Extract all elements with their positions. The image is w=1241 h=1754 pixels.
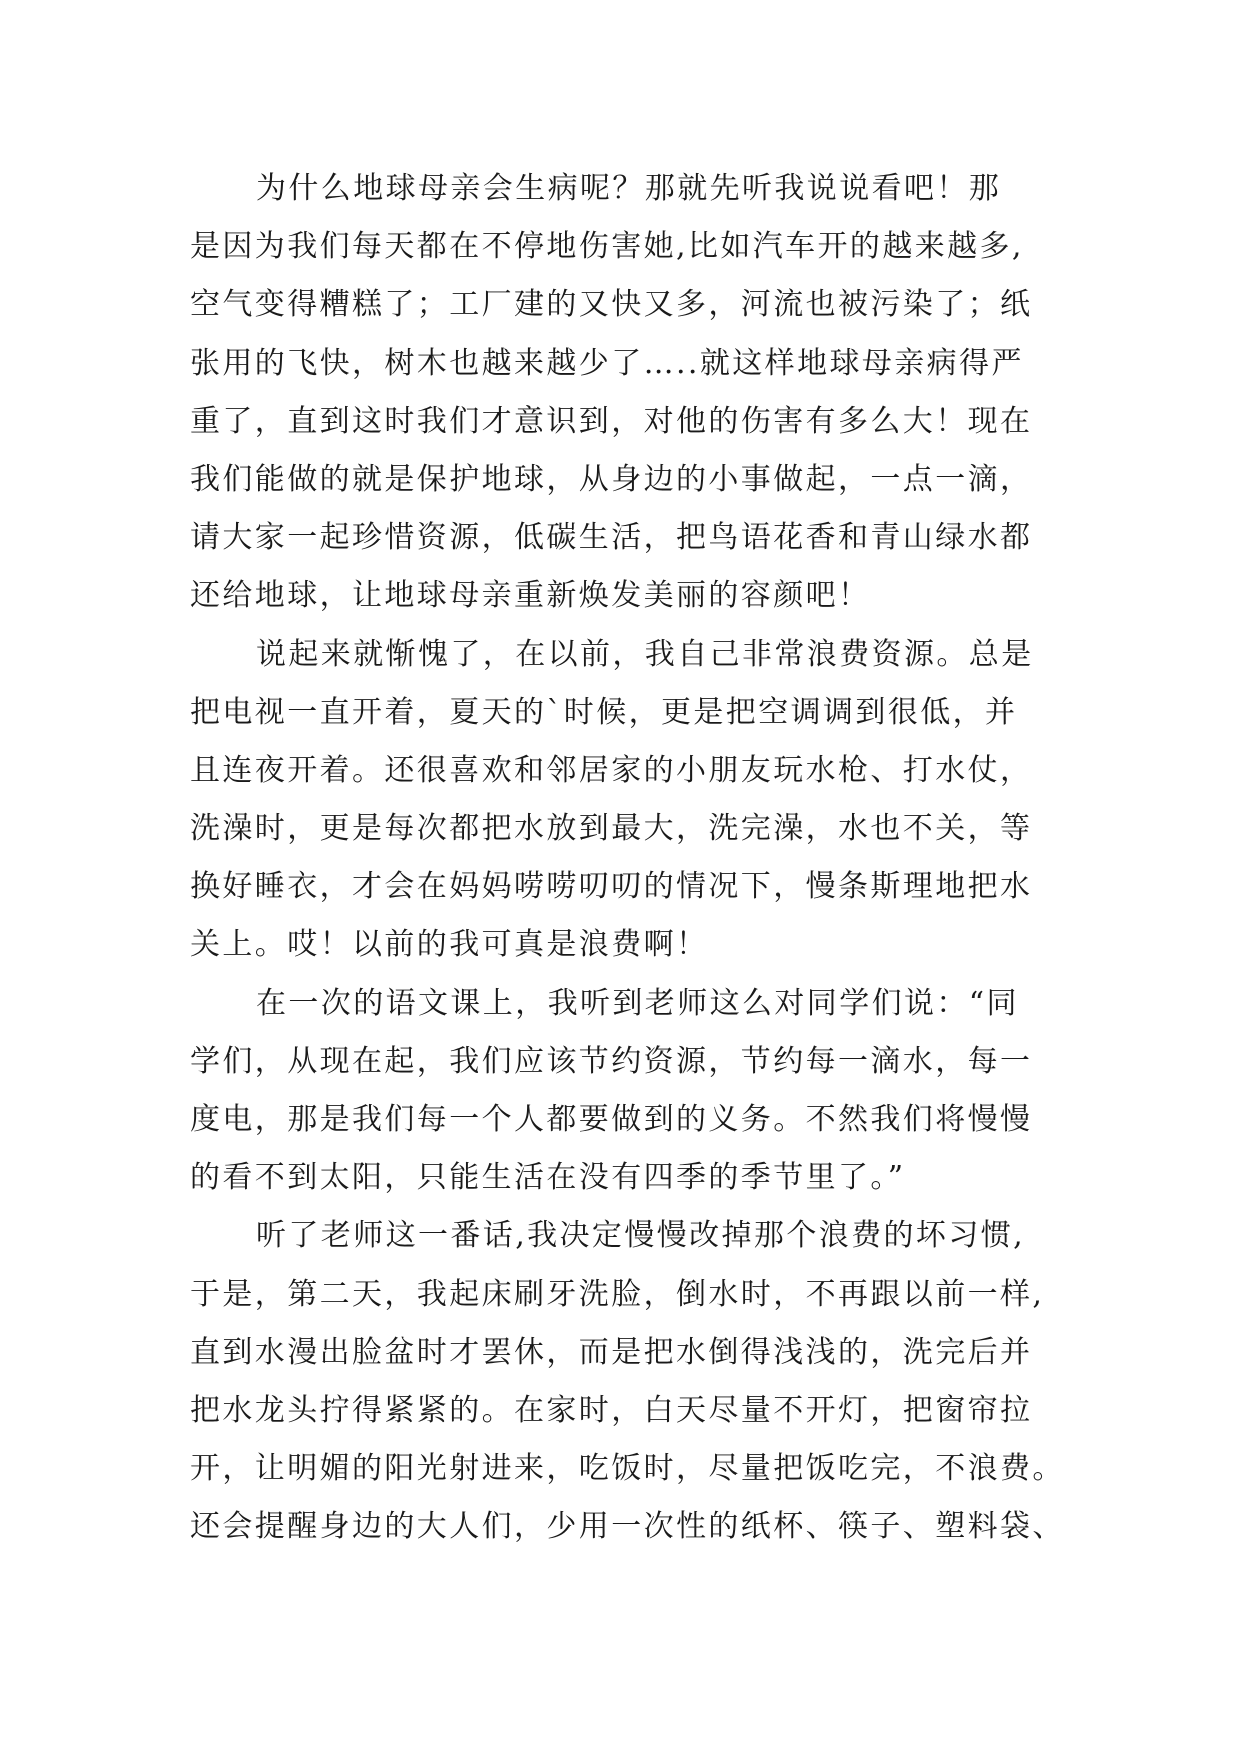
paragraph	[190, 975, 1090, 1208]
text-line: 学们，从现在起，我们应该节约资源，节约每一滴水，每一	[190, 1043, 1033, 1079]
text-line: 请大家一起珍惜资源，低碳生活，把鸟语花香和青山绿水都	[190, 520, 1033, 556]
text-line: 把电视一直开着，夏天的`时候，更是把空调调到很低，并	[190, 694, 1018, 730]
paragraph	[190, 1207, 1090, 1556]
text-line: 度电，那是我们每一个人都要做到的义务。不然我们将慢慢	[190, 1102, 1033, 1137]
text-line: 于是，第二天，我起床刷牙洗脸，倒水时，不再跟以前一样,	[190, 1276, 1045, 1312]
text-line: 还会提醒身边的大人们，少用一次性的纸杯、筷子、塑料袋、	[190, 1509, 1065, 1545]
text-line: 的看不到太阳，只能生活在没有四季的季节里了。”	[190, 1160, 906, 1196]
text-line: 在一次的语文课上，我听到老师这么对同学们说：“同	[256, 985, 1019, 1021]
text-line: 听了老师这一番话,我决定慢慢改掉那个浪费的坏习惯,	[256, 1218, 1026, 1254]
text-line: 直到水漫出脸盆时才罢休，而是把水倒得浅浅的，洗完后并	[190, 1334, 1033, 1370]
text-line: 开，让明媚的阳光射进来，吃饭时，尽量把饭吃完，不浪费。	[190, 1451, 1065, 1487]
text-line: 关上。哎！以前的我可真是浪费啊！	[190, 927, 709, 963]
text-line: 重了，直到这时我们才意识到，对他的伤害有多么大！现在	[190, 403, 1033, 439]
paragraph	[190, 626, 1090, 975]
text-line: 张用的飞快，树木也越来越少了…..就这样地球母亲病得严	[190, 345, 1024, 381]
text-line: 为什么地球母亲会生病呢？那就先听我说说看吧！那	[256, 171, 1002, 206]
text-line: 空气变得糟糕了；工厂建的又快又多，河流也被污染了；纸	[190, 287, 1033, 323]
paragraph	[190, 160, 1090, 626]
text-line: 是因为我们每天都在不停地伤害她,比如汽车开的越来越多,	[190, 229, 1024, 265]
body-text	[190, 160, 1090, 1557]
text-line: 把水龙头拧得紧紧的。在家时，白天尽量不开灯，把窗帘拉	[190, 1392, 1033, 1428]
text-line: 还给地球，让地球母亲重新焕发美丽的容颜吧！	[190, 578, 871, 614]
text-line: 洗澡时，更是每次都把水放到最大，洗完澡，水也不关，等	[190, 811, 1033, 847]
text-line: 换好睡衣，才会在妈妈唠唠叨叨的情况下，慢条斯理地把水	[190, 869, 1033, 905]
text-line: 且连夜开着。还很喜欢和邻居家的小朋友玩水枪、打水仗，	[190, 752, 1033, 788]
text-line: 说起来就惭愧了，在以前，我自己非常浪费资源。总是	[256, 636, 1034, 672]
text-line: 我们能做的就是保护地球，从身边的小事做起，一点一滴，	[190, 461, 1033, 497]
